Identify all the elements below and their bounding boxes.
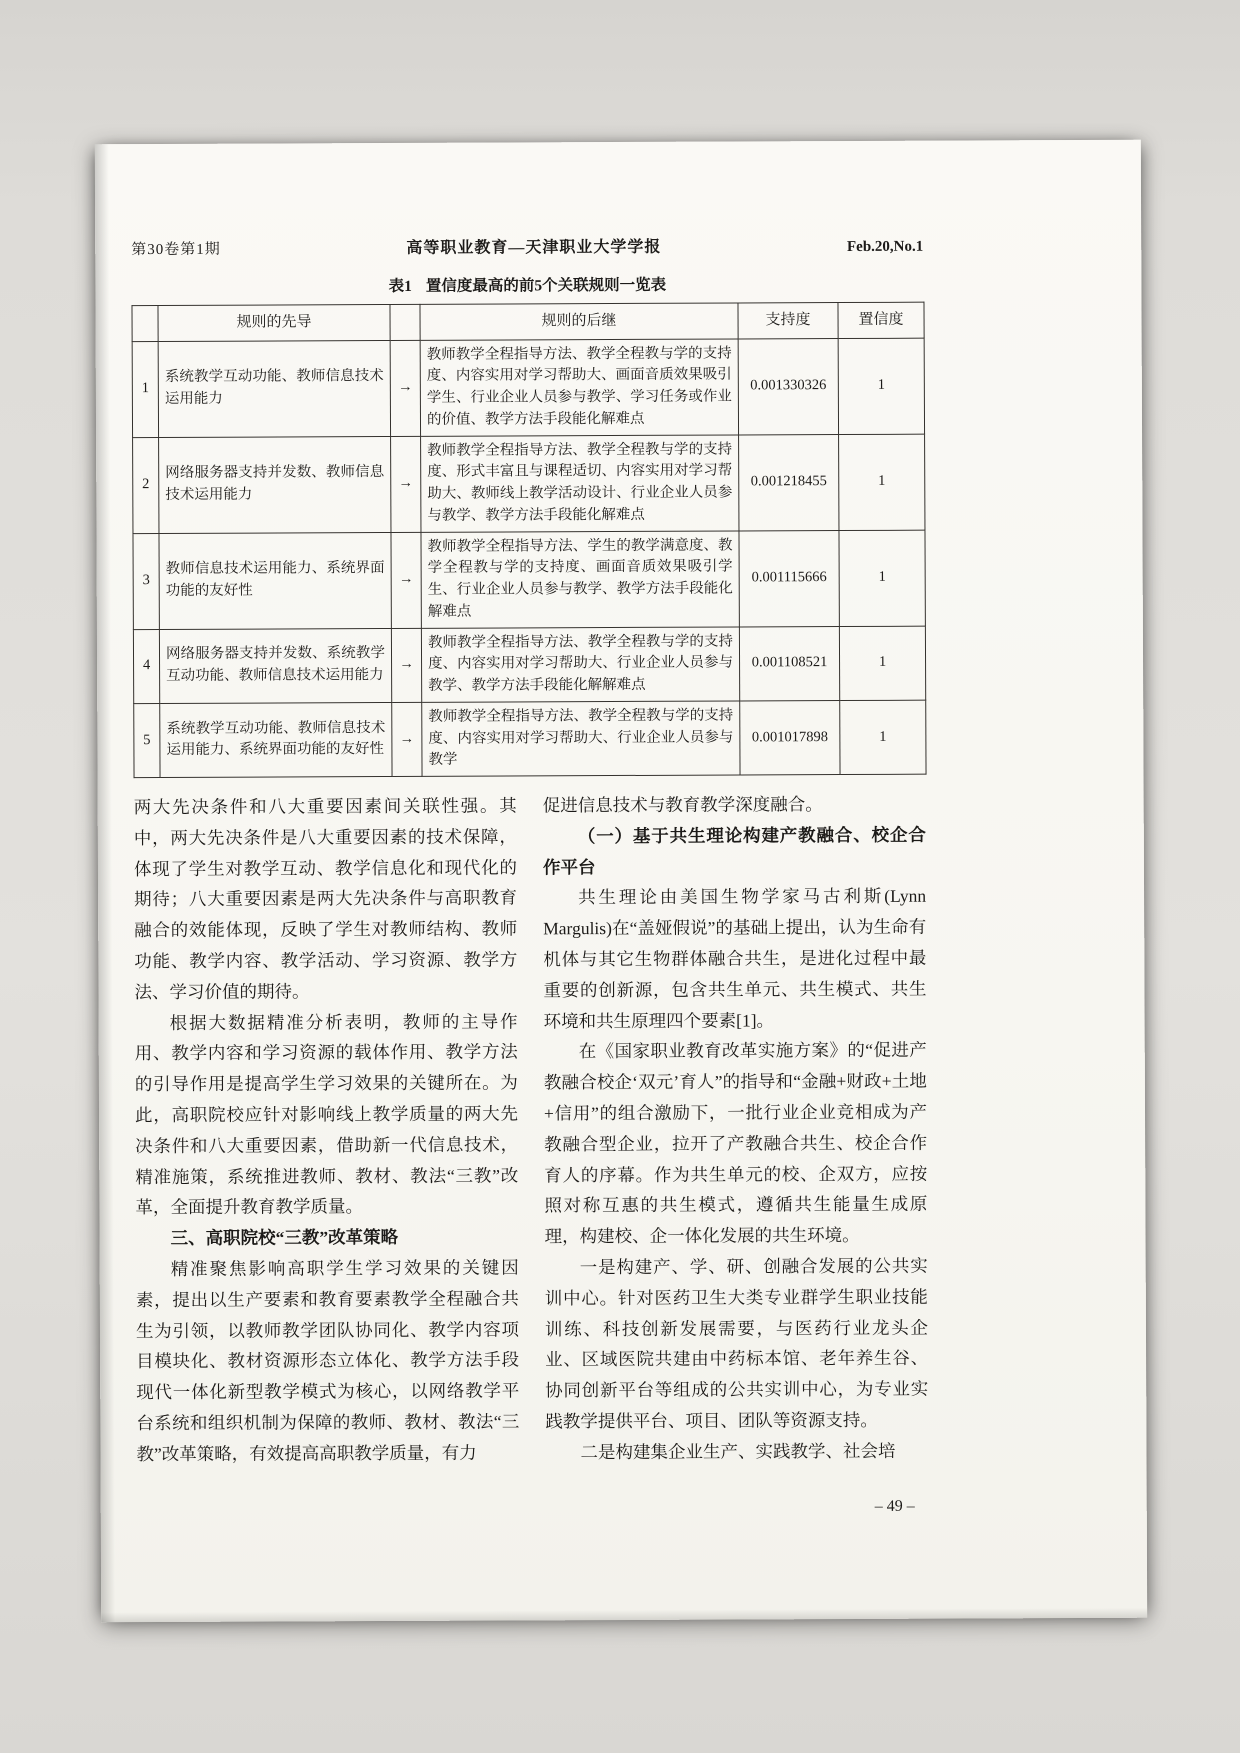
rule-consequent: 教师教学全程指导方法、学生的教学满意度、教学全程教与学的支持度、画面音质效果吸引学生、行业企业人员参与教学、教学方法手段能化解难点	[421, 530, 739, 627]
rule-confidence: 1	[838, 338, 924, 434]
journal-title: 高等职业教育—天津职业大学学报	[406, 238, 662, 257]
rule-support: 0.001330326	[738, 338, 838, 434]
rule-confidence: 1	[840, 700, 926, 775]
rule-antecedent: 系统教学互动功能、教师信息技术运用能力	[158, 340, 390, 437]
paragraph: 一是构建产、学、研、创融合发展的公共实训中心。针对医药卫生大类专业群学生职业技能训练、科技创新发展需要，与医药行业龙头企业、区域医院共建由中药标本馆、老年养生谷、协同创新平台等组成的公共实训中心，为专业实践教学提供平台、项目、团队等资源支持。	[544, 1255, 929, 1432]
subsection-heading: （一）基于共生理论构建产教融合、校企合作平台	[542, 824, 926, 877]
rule-confidence: 1	[839, 434, 925, 530]
rule-number: 4	[133, 629, 159, 703]
rule-support: 0.001017898	[740, 700, 840, 775]
rule-confidence: 1	[839, 530, 925, 626]
body-text	[134, 789, 929, 1524]
left-column	[134, 790, 520, 1523]
table-row	[133, 626, 925, 704]
rule-antecedent: 网络服务器支持并发数、系统教学互动功能、教师信息技术运用能力	[159, 628, 391, 703]
rule-number: 2	[133, 437, 159, 533]
page-bottom-shadow	[101, 1608, 1147, 1623]
volume-issue-label: 第30卷第1期	[131, 241, 221, 259]
paragraph: 共生理论由美国生物学家马古利斯(Lynn Margulis)在“盖娅假说”的基础上提出，认为生命有机体与其它生物群体融合共生，是进化过程中最重要的创新源，包含共生单元、共生模式、共生环境和共生原理四个要素[1]。	[543, 886, 927, 1031]
rule-antecedent: 网络服务器支持并发数、教师信息技术运用能力	[159, 436, 391, 533]
page-edge-shadow	[95, 144, 115, 1622]
page-number: – 49 –	[874, 1497, 915, 1515]
rule-support: 0.001115666	[739, 530, 839, 626]
column-header-confidence: 置信度	[838, 302, 924, 338]
association-rules-table	[131, 302, 926, 778]
header-arrow-spacer	[390, 304, 420, 340]
arrow-right-icon: →	[390, 340, 420, 436]
paragraph: 精准聚焦影响高职学生学习效果的关键因素，提出以生产要素和教育要素教学全程融合共生为引领，以教师教学团队协同化、教学内容项目模块化、教材资源形态立体化、教学方法手段现代一体化新型教学模式为核心，以网络教学平台系统和组织机制为保障的教师、教材、教法“三教”改革策略，有效提高高职教学质量，有力	[135, 1257, 520, 1464]
paragraph: 促进信息技术与教育教学深度融合。	[542, 794, 823, 816]
issue-date-label: Feb.20,No.1	[846, 238, 924, 256]
running-header	[131, 233, 923, 259]
rule-antecedent: 系统教学互动功能、教师信息技术运用能力、系统界面功能的友好性	[160, 702, 392, 777]
rule-antecedent: 教师信息技术运用能力、系统界面功能的友好性	[159, 532, 391, 629]
arrow-right-icon: →	[391, 436, 421, 532]
right-column	[543, 789, 929, 1522]
rule-number: 1	[132, 341, 158, 437]
table-caption-text: 置信度最高的前5个关联规则一览表	[425, 276, 667, 295]
rule-number: 3	[133, 533, 159, 629]
rule-support: 0.001218455	[739, 434, 839, 530]
column-header-consequent: 规则的后继	[420, 303, 738, 340]
paragraph: 在《国家职业教育改革实施方案》的“促进产教融合校企‘双元’育人”的指导和“金融+财政+土地+信用”的组合激励下，一批行业企业竞相成为产教融合型企业，拉开了产教融合共生、校企合作育人的序幕。作为共生单元的校、企双方，应按照对称互惠的共生模式，遵循共生能量生成原理，构建校、企一体化发展的共生环境。	[543, 1040, 928, 1247]
table-caption-label: 表1	[388, 277, 412, 296]
table-header-row	[132, 302, 924, 341]
paragraph: 根据大数据精准分析表明，教师的主导作用、教学内容和学习资源的载体作用、教学方法的引导作用是提高学生学习效果的关键所在。为此，高职院校应针对影响线上教学质量的两大先决条件和八大重要因素，借助新一代信息技术，精准施策，系统推进教师、教材、教法“三教”改革，全面提升教育教学质量。	[134, 1011, 519, 1218]
column-header-support: 支持度	[738, 303, 838, 339]
table-row	[133, 434, 925, 533]
arrow-right-icon: →	[391, 628, 421, 702]
rule-consequent: 教师教学全程指导方法、教学全程教与学的支持度、内容实用对学习帮助大、行业企业人员参与教学、教学方法手段能化解解难点	[421, 626, 739, 702]
rule-support: 0.001108521	[739, 626, 839, 701]
table-caption	[131, 272, 923, 297]
scanned-journal-page	[95, 140, 1147, 1623]
rule-number: 5	[134, 703, 160, 777]
table-row	[132, 338, 924, 437]
rule-confidence: 1	[839, 626, 925, 701]
rule-consequent: 教师教学全程指导方法、教学全程教与学的支持度、内容实用对学习帮助大、行业企业人员参与教学	[422, 701, 740, 777]
table-row	[134, 700, 926, 778]
arrow-right-icon: →	[391, 532, 421, 628]
table-row	[133, 530, 925, 629]
arrow-right-icon: →	[392, 702, 422, 776]
section-heading: 三、高职院校“三教”改革策略	[170, 1227, 399, 1249]
header-row-number	[132, 306, 158, 342]
paragraph: 二是构建集企业生产、实践教学、社会培	[580, 1440, 896, 1462]
paragraph: 两大先决条件和八大重要因素间关联性强。其中，两大先决条件是八大重要因素的技术保障，体现了学生对教学互动、教学信息化和现代化的期待；八大重要因素是两大先决条件与高职教育融合的效能体现，反映了学生对教师结构、教师功能、教学内容、教学活动、学习资源、教学方法、学习价值的期待。	[133, 795, 518, 1002]
rule-consequent: 教师教学全程指导方法、教学全程教与学的支持度、内容实用对学习帮助大、画面音质效果吸引学生、行业企业人员参与教学、学习任务或作业的价值、教学方法手段能化解难点	[420, 338, 738, 435]
column-header-antecedent: 规则的先导	[158, 305, 390, 342]
page-content	[131, 233, 929, 1524]
rule-consequent: 教师教学全程指导方法、教学全程教与学的支持度、形式丰富且与课程适切、内容实用对学习帮助大、教师线上教学活动设计、行业企业人员参与教学、教学方法手段能化解难点	[421, 434, 739, 531]
